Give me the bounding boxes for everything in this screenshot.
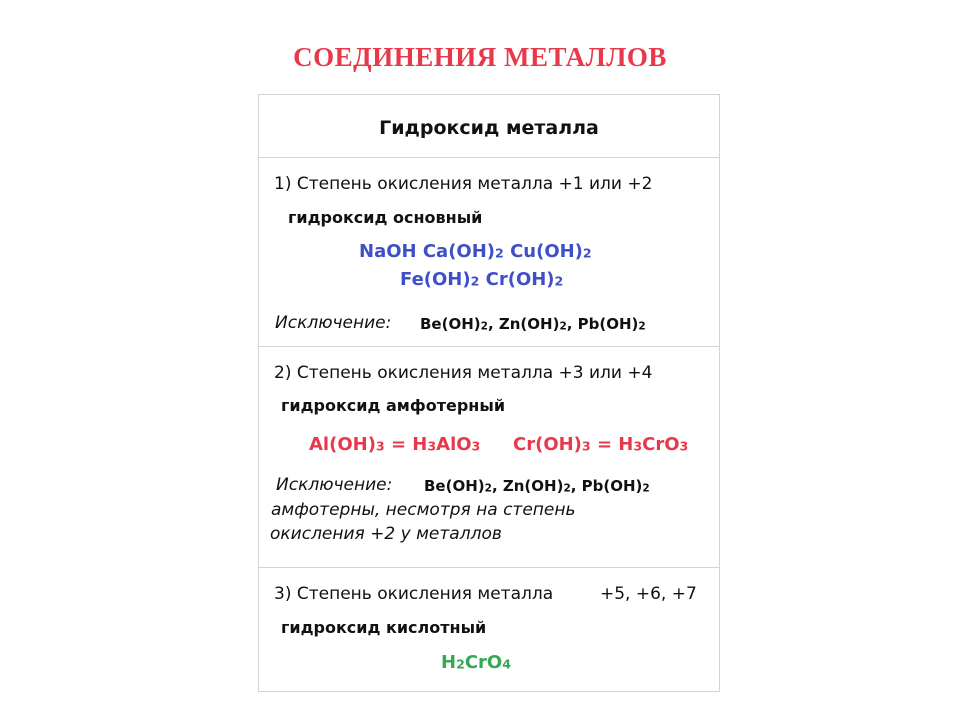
header-label: Гидроксид металла [379, 117, 599, 139]
page-title: СОЕДИНЕНИЯ МЕТАЛЛОВ [293, 42, 667, 72]
oxidation-states: +5, +6, +7 [600, 584, 697, 604]
exception-note: амфотерны, несмотря на степень [271, 500, 576, 520]
hydroxide-kind: гидроксид основный [288, 208, 483, 227]
condition-text: 3) Степень окисления металла [274, 584, 554, 604]
exception-label: Исключение: [276, 475, 393, 495]
hydroxide-table [258, 94, 720, 692]
condition-text: 2) Степень окисления металла +3 или +4 [274, 363, 653, 383]
condition-text: 1) Степень окисления металла +1 или +2 [274, 174, 653, 194]
table-header [259, 95, 719, 157]
row-acidic [259, 567, 719, 693]
row-amphoteric [259, 346, 719, 567]
formula-line: NaOH $Ca(OH)_2$ $Cu(OH)_2$ [359, 241, 592, 262]
formula-chromium: $Cr(OH)_3 = H_3CrO_3$ [513, 434, 689, 455]
formula-aluminium: $Al(OH)_3 = H_3AlO_3$ [309, 434, 481, 455]
exception-label: Исключение: [275, 313, 392, 333]
exception-formulas: $Be(OH)_2$, $Zn(OH)_2$, $Pb(OH)_2$ [420, 315, 646, 333]
formula-line: $Fe(OH)_2$ $Cr(OH)_2$ [400, 269, 564, 290]
hydroxide-kind: гидроксид кислотный [281, 618, 487, 637]
exception-formulas: $Be(OH)_2$, $Zn(OH)_2$, $Pb(OH)_2$ [424, 477, 650, 495]
formula-chromic-acid: $H_2CrO_4$ [441, 652, 511, 673]
exception-note: окисления +2 у металлов [270, 524, 502, 544]
hydroxide-kind: гидроксид амфотерный [281, 396, 506, 415]
row-basic [259, 157, 719, 346]
